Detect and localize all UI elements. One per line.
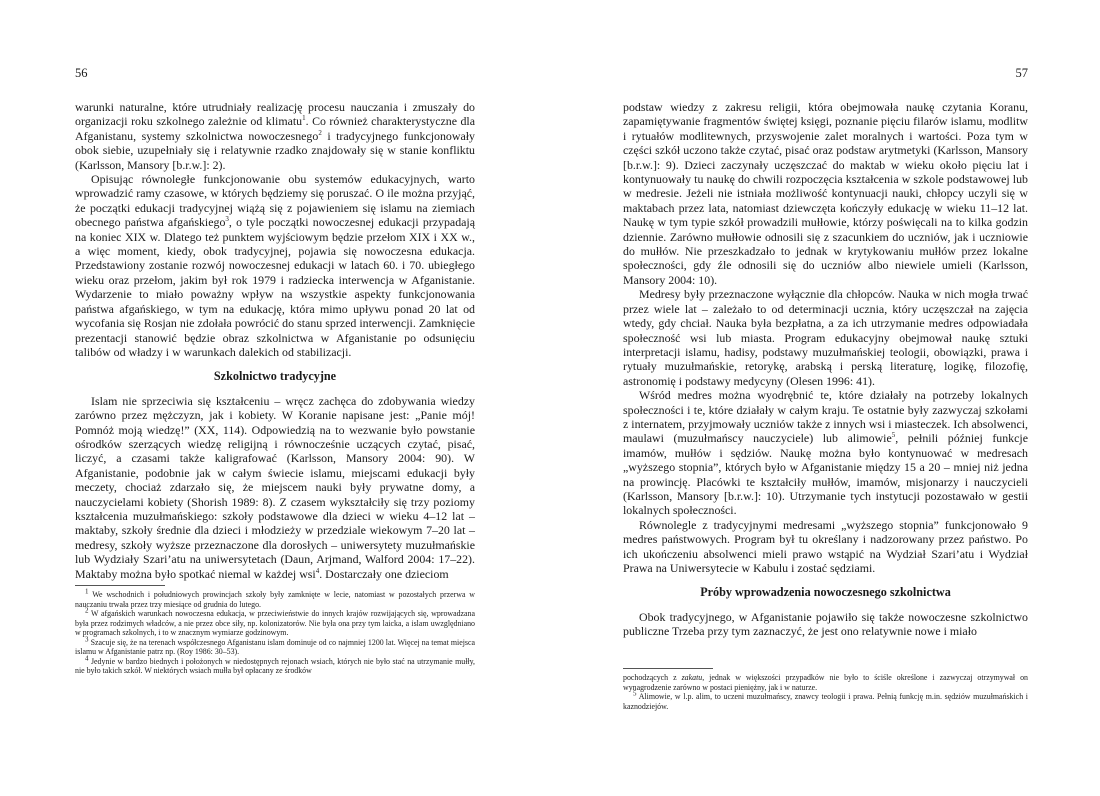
left-page — [75, 0, 475, 796]
page-body — [75, 100, 475, 676]
footnote-ref[interactable]: 4 — [315, 566, 320, 575]
footnote-ref[interactable]: 5 — [891, 431, 896, 440]
footnote-divider — [623, 668, 713, 669]
footnote-ref[interactable]: 2 — [318, 128, 322, 137]
footnote: $^1$ We wschodnich i południowych prowincjach szkoły były zamknięte w lecie, natomiast w pozostałych przerwa w nauczaniu trwała przez trzy miesiące od grudnia do lutego. — [75, 587, 475, 609]
paragraph: podstaw wiedzy z zakresu religii, która obejmowała naukę czytania Koranu, zapamiętywanie fragmentów świętej księgi, poznanie pięciu filarów islamu, modlitw i rytuałów modlitewnych, przyswojenie zalet moralnych i wartości. Poza tym w części szkół uczono także czytać, pisać oraz podstaw arytmetyki (Karlsson, Mansory [b.r.w.]: 9). Dzieci zaczynały uczęszczać do maktab w wieku około pięciu lat i kontynuowały tu naukę do chwili rozpoczęcia kształcenia w szkole podstawowej lub w medresie. Jeżeli nie istniała możliwość kontynuacji nauki, chłopcy uczyli się w maktabach przez lata, natomiast dziewczęta kończyły edukację w wieku 11–12 lat. Naukę w tym typie szkół prowadzili mułłowie, którzy poświęcali na to kilka godzin dziennie. Zarówno mułłowie odnosili się z szacunkiem do uczniów, jak i uczniowie do mułłów. Nie przeszkadzało to jednak w krytykowaniu mułłów przez lokalne społeczności, gdy źle odnosili się do uczniów albo niewiele umieli (Karlsson, Mansory 2004: 10). — [623, 100, 1028, 287]
paragraph: Wśród medres można wyodrębnić te, które działały na potrzeby lokalnych społeczności i te, które działały w całym kraju. Te ostatnie były zazwyczaj szkołami z internatem, przyjmowały uczniów także z innych wsi i miasteczek. Ich absolwenci, maulawi (muzułmańscy nauczyciele) lub alimowie$^5$, pełnili później funkcje imamów, mułłów i sędziów. Naukę można było kontynuować w medresach „wyższego stopnia”, których było w Afganistanie między 15 a 20 – mniej niż jedna na prowincję. Placówki te kształciły mułłów, imamów, misjonarzy i nauczycieli (Karlsson, Mansory [b.r.w.]: 10). Utrzymanie tych instytucji pozostawało w gestii lokalnych społeczności. — [623, 388, 1028, 518]
paragraph: Medresy były przeznaczone wyłącznie dla chłopców. Nauka w nich mogła trwać przez wiele lat – zależało to od determinacji ucznia, który uczęszczał na zajęcia wtedy, gdy chciał. Nauka była bezpłatna, a za ich utrzymanie medres odpowiadała społeczność wsi lub miasta. Program edukacyjny obejmował naukę sztuki interpretacji islamu, hadisy, podstawy muzułmańskiej teologii, obowiązki, prawa i rytuały muzułmańskie, retorykę, arabską i perską literaturę, logikę, filozofię, astronomię i podstawy medycyny (Olesen 1996: 41). — [623, 287, 1028, 388]
page-number: 56 — [75, 66, 88, 80]
paragraph: warunki naturalne, które utrudniały realizację procesu nauczania i zmuszały do organizacji roku szkolnego zależnie od klimatu$^1$. Co również charakterystyczne dla Afganistanu, systemy szkolnictwa nowoczesnego$^2$ i tradycyjnego funkcjonowały obok siebie, uzupełniały się i relatywnie rzadko znajdowały się w stanie konfliktu (Karlsson, Mansory [b.r.w.]: 2). — [75, 100, 475, 172]
page-number: 57 — [1015, 66, 1028, 80]
page-body — [623, 100, 1028, 639]
footnotes — [75, 587, 475, 676]
section-heading: Szkolnictwo tradycyjne — [213, 369, 337, 384]
footnote: $^4$ Jedynie w bardzo biednych i położonych w niedostępnych rejonach wsiach, których nie było stać na utrzymanie mułły, nie było takich szkół. W niektórych wsiach mułła był opłacany ze środków — [75, 653, 475, 675]
footnote-ref[interactable]: 1 — [302, 114, 306, 123]
footnote-divider — [75, 585, 165, 586]
footnote-ref[interactable]: 3 — [225, 215, 229, 224]
footnote: $^3$ Szacuje się, że na terenach współczesnego Afganistanu islam dominuje od co najmniej 1200 lat. Więcej na temat miejsca islamu w Afganistanie patrz np. (Roy 1986: 30–53). — [75, 634, 475, 656]
paragraph: Obok tradycyjnego, w Afganistanie pojawiło się także nowoczesne szkolnictwo publiczne Trzeba przy tym zaznaczyć, że jest ono relatywnie nowe i miało — [623, 609, 1028, 639]
paragraph: Równolegle z tradycyjnymi medresami „wyższego stopnia” funkcjonowało 9 medres państwowych. Program był tu określany i nadzorowany przez państwo. Po ich ukończeniu absolwenci mieli prawo wstąpić na Wydział Szari’atu i Wydział Prawa na Uniwersytecie w Kabulu i zostać sędziami. — [623, 517, 1028, 575]
footnote-continuation: pochodzących z zakatu, jednak w większości przypadków nie było to ściśle określone i zazwyczaj otrzymywał on wynagrodzenie zarówno w postaci pieniężny, jak i w naturze. — [623, 673, 1029, 692]
section-heading: Próby wprowadzenia nowoczesnego szkolnictwa — [700, 585, 951, 600]
footnote: $^2$ W afgańskich warunkach nowoczesna edukacja, w przeciwieństwie do innych krajów rozwijających się, wprowadzana była przez rodzimych władców, a nie przez obce siły, np. kolonizatorów. Nie była ona przy tym laicka, a islam uwzględniano w programach szkolnych, i to w znacznym wymiarze godzinowym. — [75, 606, 475, 637]
footnote: $^5$ Alimowie, w l.p. alim, to uczeni muzułmańscy, znawcy teologii i prawa. Pełnią funkcję m.in. sędziów muzułmańskich i kaznodziejów. — [623, 689, 1028, 711]
paragraph: Opisując równoległe funkcjonowanie obu systemów edukacyjnych, warto wprowadzić ramy czasowe, w których będziemy się poruszać. O ile można przyjąć, że początki edukacji tradycyjnej wiążą się z pojawieniem się islamu na ziemiach obecnego państwa afgańskiego$^3$, o tyle początki nowoczesnej edukacji przypadają na koniec XIX w. Dlatego też punktem wyjściowym będzie przełom XIX i XX w., a więc moment, kiedy, obok tradycyjnej, pojawia się nowoczesna edukacja. Przedstawiony zostanie rozwój nowoczesnej edukacji w latach 60. i 70. ubiegłego wieku oraz przełom, jakim był rok 1979 i radziecka interwencja w Afganistanie. Wydarzenie to miało poważny wpływ na wszystkie aspekty funkcjonowania państwa afgańskiego, w tym na edukację, która mimo upływu ponad 20 lat od wycofania się Rosjan nie zdołała powrócić do stanu sprzed interwencji. Zamknięcie prezentacji stanowić będzie obraz szkolnictwa w Afganistanie po odsunięciu talibów od władzy i w warunkach dalekich od stabilizacji. — [75, 172, 475, 359]
paragraph: Islam nie sprzeciwia się kształceniu – wręcz zachęca do zdobywania wiedzy zarówno przez mężczyzn, jak i kobiety. W Koranie napisane jest: „Panie mój! Pomnóż moją wiedzę!” (XX, 114). Odpowiedzią na to wezwanie było powstanie ośrodków szerzących wiedzę religijną i równocześnie uczących czytać, pisać, liczyć, a czasami także kaligrafować (Karlsson, Mansory 2004: 90). W Afganistanie, podobnie jak w całym świecie islamu, miejscami edukacji były meczety, chociaż zdarzało się, że miejscem nauki były prywatne domy, a nauczycielami kobiety (Shorish 1989: 8). Z czasem wykształciły się trzy poziomy kształcenia muzułmańskiego: szkoły podstawowe dla dzieci w wieku 4–12 lat – maktaby, szkoły średnie dla dzieci i młodzieży w przedziale wiekowym 7–20 lat – medresy, szkoły wyższe przeznaczone dla dorosłych – uniwersytety muzułmańskie lub Wydziały Szari’atu na uniwersytetach (Daun, Arjmand, Walford 2004: 17–22). Maktaby można było spotkać niemal w każdej wsi$^4$. Dostarczały one dzieciom — [75, 393, 475, 581]
right-page — [623, 0, 1028, 796]
footnotes — [623, 664, 1028, 711]
